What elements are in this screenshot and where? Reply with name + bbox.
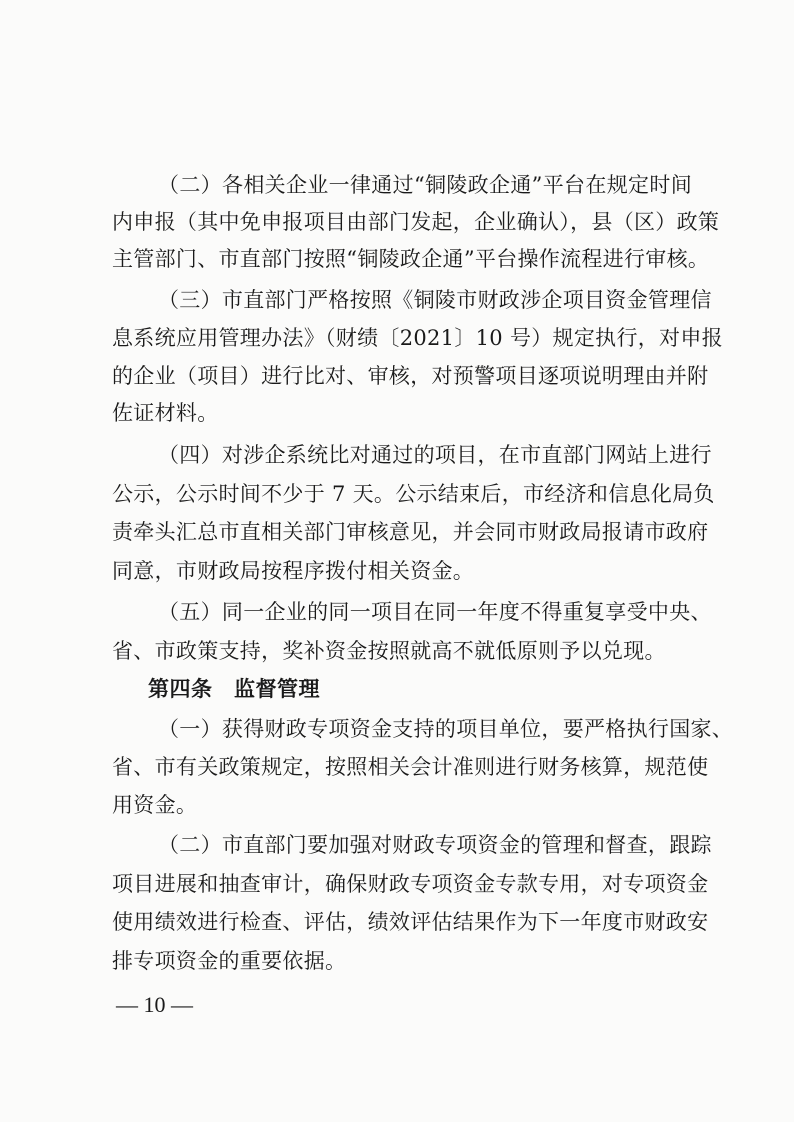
paragraph-7-line-2: 项目进展和抽查审计，确保财政专项资金专款专用，对专项资金 — [112, 872, 709, 896]
paragraph-4-line-2: 公示，公示时间不少于 7 天。公示结束后，市经济和信息化局负 — [112, 482, 715, 506]
paragraph-7-line-4: 排专项资金的重要依据。 — [112, 949, 347, 973]
paragraph-6-line-3: 用资金。 — [112, 793, 198, 817]
page-number: — 10 — — [116, 992, 193, 1017]
paragraph-2-line-2: 内申报（其中免申报项目由部门发起，企业确认），县（区）政策 — [112, 210, 720, 234]
paragraph-4-line-1: （四）对涉企系统比对通过的项目，在市直部门网站上进行 — [158, 443, 712, 467]
paragraph-2-line-1: （二）各相关企业一律通过“铜陵政企通”平台在规定时间 — [158, 173, 692, 197]
paragraph-5-line-1: （五）同一企业的同一项目在同一年度不得重复享受中央、 — [158, 600, 712, 624]
paragraph-7-line-3: 使用绩效进行检查、评估，绩效评估结果作为下一年度市财政安 — [112, 910, 709, 934]
paragraph-3-line-4: 佐证材料。 — [112, 401, 219, 425]
paragraph-3-line-3: 的企业（项目）进行比对、审核，对预警项目逐项说明理由并附 — [112, 364, 709, 388]
paragraph-3-line-2: 息系统应用管理办法》（财绩〔2021〕10 号）规定执行，对申报 — [112, 326, 723, 350]
paragraph-7-line-1: （二）市直部门要加强对财政专项资金的管理和督查，跟踪 — [158, 833, 712, 857]
paragraph-3-line-1: （三）市直部门严格按照《铜陵市财政涉企项目资金管理信 — [158, 288, 712, 312]
paragraph-4-line-3: 责牵头汇总市直相关部门审核意见，并会同市财政局报请市政府 — [112, 520, 709, 544]
section-heading-article-4: 第四条 监督管理 — [148, 677, 320, 701]
paragraph-6-line-1: （一）获得财政专项资金支持的项目单位，要严格执行国家、 — [158, 717, 734, 741]
paragraph-2-line-3: 主管部门、市直部门按照“铜陵政企通”平台操作流程进行审核。 — [112, 247, 710, 271]
paragraph-4-line-4: 同意，市财政局按程序拨付相关资金。 — [112, 559, 475, 583]
paragraph-6-line-2: 省、市有关政策规定，按照相关会计准则进行财务核算，规范使 — [112, 755, 709, 779]
paragraph-5-line-2: 省、市政策支持，奖补资金按照就高不就低原则予以兑现。 — [112, 639, 666, 663]
